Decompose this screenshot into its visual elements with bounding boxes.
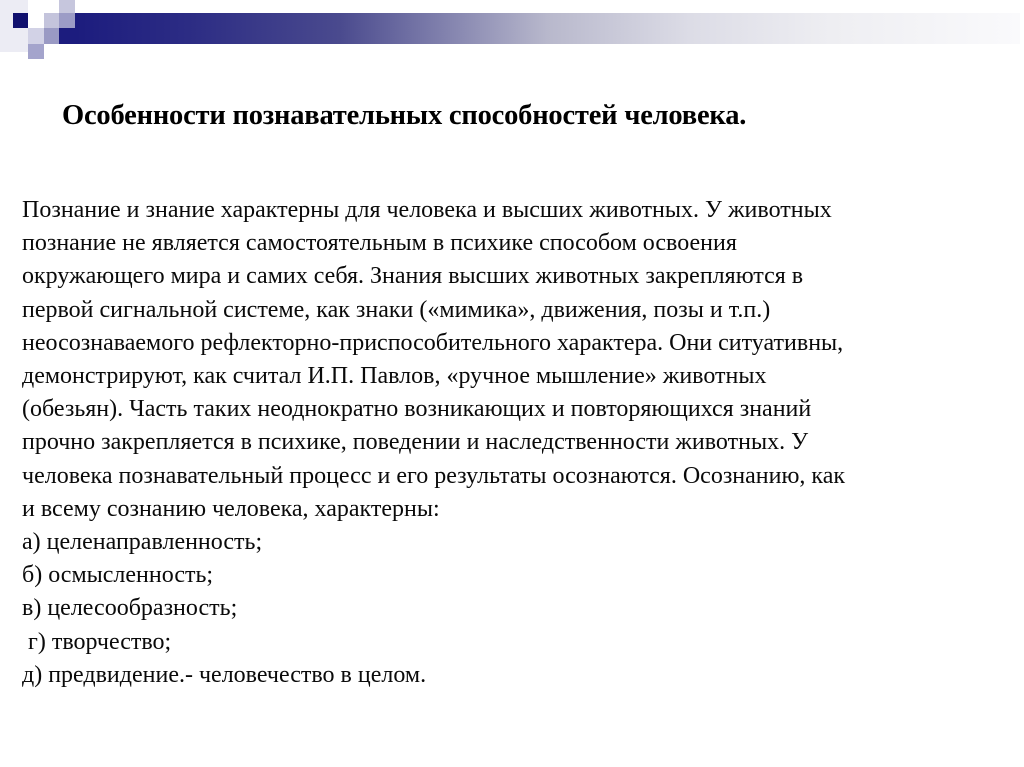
- deco-square-row2-dark: [59, 28, 75, 44]
- paragraph-line: первой сигнальной системе, как знаки («мимика», движения, позы и т.п.): [22, 296, 771, 323]
- paragraph: [22, 194, 1022, 526]
- paragraph-line: неосознаваемого рефлекторно-приспособительного характера. Они ситуативны,: [22, 329, 844, 356]
- paragraph-line: человека познавательный процесс и его результаты осознаются. Осознанию, как: [22, 462, 846, 489]
- slide-title: Особенности познавательных способностей человека.: [62, 100, 747, 131]
- deco-square-dark: [13, 13, 28, 28]
- header-gradient-bar: [75, 13, 1020, 44]
- paragraph-line: демонстрируют, как считал И.П. Павлов, «ручное мышление» животных: [22, 363, 767, 390]
- slide-body: [22, 194, 1022, 692]
- paragraph-line: (обезьян). Часть таких неоднократно возникающих и повторяющихся знаний: [22, 396, 812, 423]
- paragraph-line: прочно закрепляется в психике, поведении и наследственности животных. У: [22, 429, 809, 456]
- deco-square-row2-light: [28, 28, 44, 44]
- header-decoration: [0, 0, 1024, 62]
- deco-square-bottom: [28, 44, 44, 59]
- list-item: г) творчество;: [22, 628, 172, 655]
- deco-square-top: [59, 0, 75, 13]
- list-item: б) осмысленность;: [22, 562, 214, 589]
- deco-square-light: [44, 13, 59, 28]
- paragraph-line: окружающего мира и самих себя. Знания высших животных закрепляются в: [22, 263, 804, 290]
- list-item: в) целесообразность;: [22, 595, 238, 622]
- deco-square-row2-medium: [44, 28, 59, 44]
- paragraph-line: Познание и знание характерны для человека и высших животных. У животных: [22, 197, 832, 223]
- list-item: а) целенаправленность;: [22, 529, 263, 556]
- trait-list: [22, 526, 1022, 692]
- paragraph-line: и всему сознанию человека, характерны:: [22, 495, 440, 522]
- deco-square-medium: [59, 13, 75, 28]
- paragraph-line: познание не является самостоятельным в психике способом освоения: [22, 230, 737, 257]
- list-item: д) предвидение.- человечество в целом.: [22, 661, 427, 688]
